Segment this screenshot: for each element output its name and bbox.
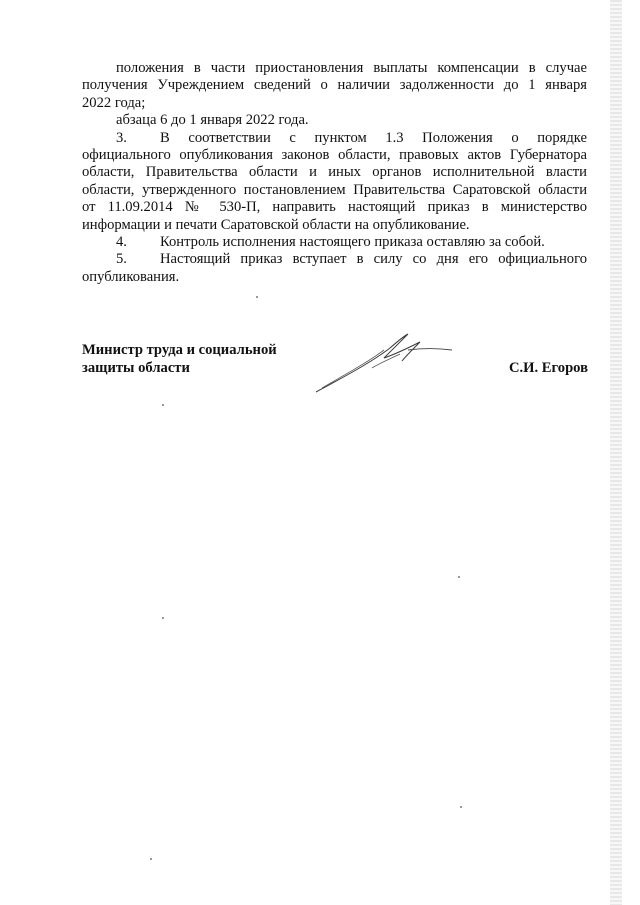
text-segment: Контроль исполнения настоящего приказа оставляю за собой. — [160, 234, 545, 251]
item-number: 4. — [116, 234, 127, 251]
document-body — [82, 60, 587, 286]
scan-speck — [150, 858, 152, 860]
text-segment: Настоящий приказ вступает в силу со дня его официального — [160, 251, 587, 268]
text-line: официального опубликования законов области, правовых актов Губернатора — [82, 147, 587, 164]
scan-speck — [162, 617, 164, 619]
text-line: области, утвержденного постановлением Правительства Саратовской области — [82, 181, 587, 198]
text-line — [82, 251, 587, 268]
scan-speck — [162, 404, 164, 406]
paragraph-item-5 — [82, 251, 587, 286]
paragraph-continuation — [82, 60, 587, 112]
item-number: 5. — [116, 251, 127, 268]
handwritten-signature — [312, 328, 462, 398]
scan-speck — [460, 806, 462, 808]
text-line: 2022 года; — [82, 94, 146, 111]
scan-speck — [458, 576, 460, 578]
paragraph-abzac — [82, 112, 587, 129]
position-line: защиты области — [82, 359, 190, 376]
paragraph-item-4 — [82, 234, 587, 251]
scan-edge — [610, 0, 622, 905]
text-segment: В соответствии с пунктом 1.3 Положения о порядке — [160, 129, 587, 146]
item-number: 3. — [116, 129, 127, 146]
text-line — [82, 234, 587, 251]
text-line: информации и печати Саратовской области на опубликование. — [82, 216, 470, 233]
text-line: от 11.09.2014 № 530-П, направить настоящий приказ в министерство — [82, 199, 587, 216]
scan-speck — [256, 296, 258, 298]
paragraph-item-3 — [82, 130, 587, 234]
signatory-name: С.И. Егоров — [508, 360, 588, 376]
text-line: получения Учреждением сведений о наличии задолженности до 1 января — [82, 77, 587, 94]
text-line — [82, 130, 587, 147]
text-line: положения в части приостановления выплаты компенсации в случае — [116, 60, 587, 76]
text-line: области, Правительства области и иных органов исполнительной власти — [82, 164, 587, 181]
position-line: Министр труда и социальной — [82, 342, 277, 358]
text-line: опубликования. — [82, 268, 180, 285]
signatory-position — [82, 342, 277, 377]
text-line: абзаца 6 до 1 января 2022 года. — [116, 112, 309, 129]
